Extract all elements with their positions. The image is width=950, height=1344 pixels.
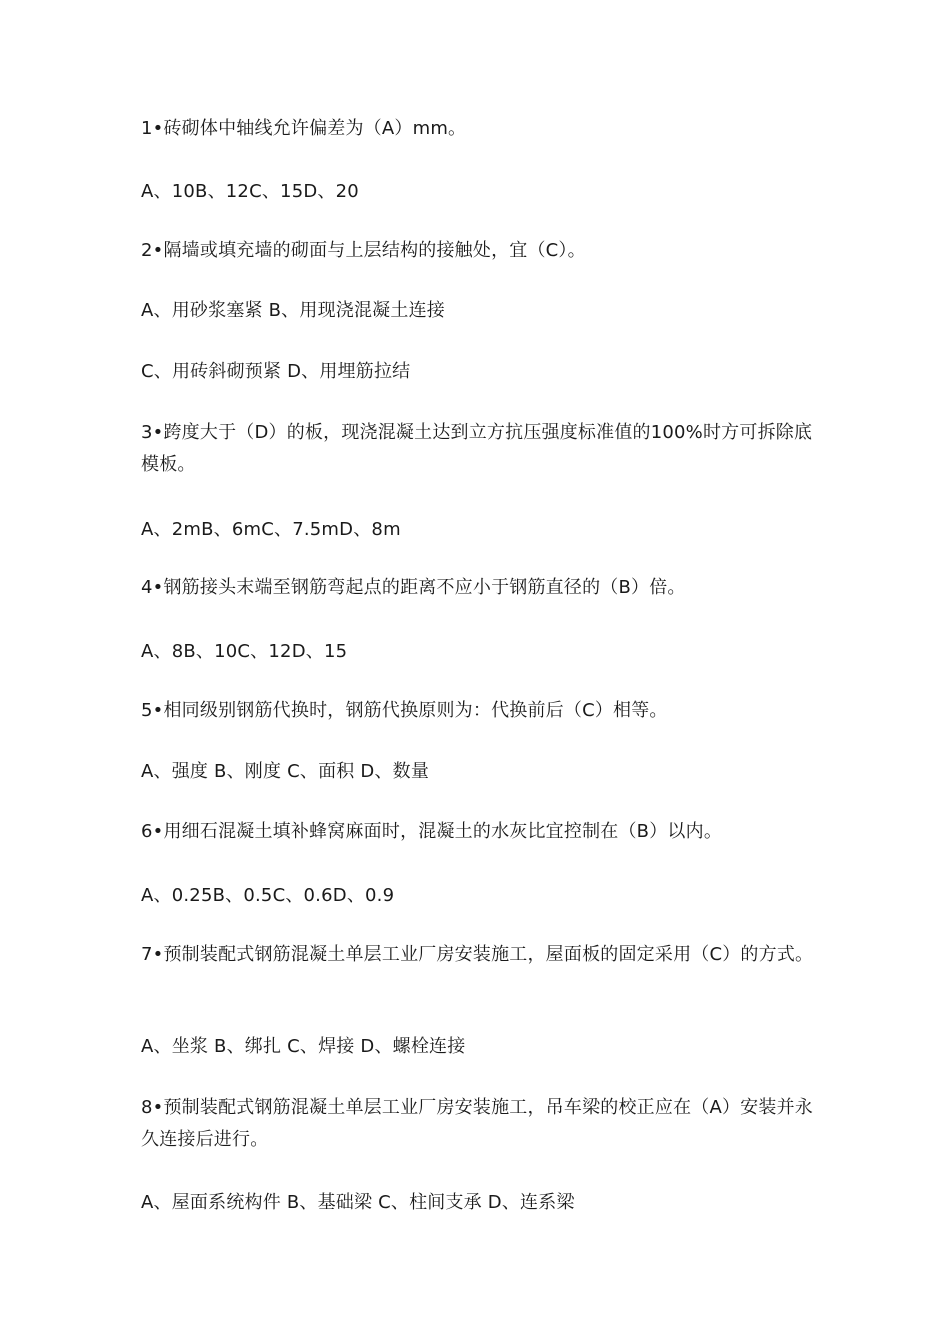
question-2-text: 2•隔墙或填充墙的砌面与上层结构的接触处，宜（C）。 [141, 240, 586, 261]
question-8-options: A、屋面系统构件 B、基础梁 C、柱间支承 D、连系梁 [141, 1192, 575, 1213]
question-8-text: 8•预制装配式钢筋混凝土单层工业厂房安装施工，吊车梁的校正应在（A）安装并永久连接后进行。 [141, 1097, 813, 1150]
question-6-options: A、0.25B、0.5C、0.6D、0.9 [141, 885, 395, 906]
question-7-options: A、坐浆 B、绑扎 C、焊接 D、螺栓连接 [141, 1036, 466, 1057]
question-5-text: 5•相同级别钢筋代换时，钢筋代换原则为：代换前后（C）相等。 [141, 700, 668, 721]
question-1-text: 1•砖砌体中轴线允许偏差为（A）mm。 [141, 118, 467, 139]
question-4-options: A、8B、10C、12D、15 [141, 641, 348, 662]
question-1-options: A、10B、12C、15D、20 [141, 181, 359, 202]
question-2-options-c-d: C、用砖斜砌预紧 D、用埋筋拉结 [141, 361, 411, 382]
question-6-text: 6•用细石混凝土填补蜂窝麻面时，混凝土的水灰比宜控制在（B）以内。 [141, 821, 723, 842]
question-3-text: 3•跨度大于（D）的板，现浇混凝土达到立方抗压强度标准值的100%时方可拆除底模板。 [141, 422, 813, 475]
question-2-options-a-b: A、用砂浆塞紧 B、用现浇混凝土连接 [141, 300, 445, 321]
question-5-options: A、强度 B、刚度 C、面积 D、数量 [141, 761, 430, 782]
question-7-text: 7•预制装配式钢筋混凝土单层工业厂房安装施工，屋面板的固定采用（C）的方式。 [141, 944, 814, 965]
question-3-options: A、2mB、6mC、7.5mD、8m [141, 519, 401, 540]
question-4-text: 4•钢筋接头末端至钢筋弯起点的距离不应小于钢筋直径的（B）倍。 [141, 577, 686, 598]
